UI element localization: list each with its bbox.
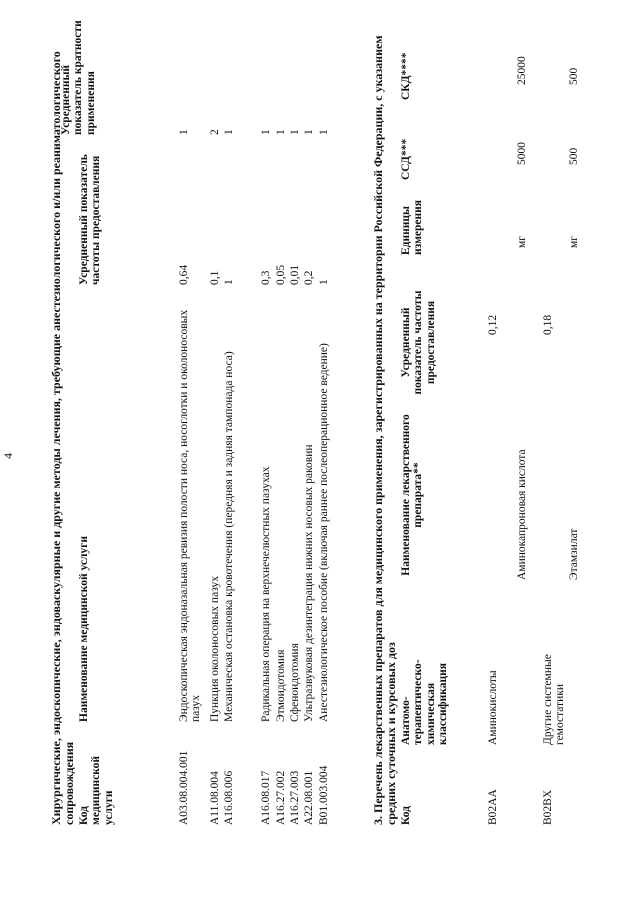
s3-header-atc: Анатомо-терапевтическо-химическая классификация xyxy=(400,659,450,745)
s1-row-frequency: 0,3 xyxy=(260,270,272,285)
s3-row-drug: Этамзилат xyxy=(568,528,580,580)
s1-row-code: B01.003.004 xyxy=(318,765,330,825)
s1-row-frequency: 1 xyxy=(318,279,330,285)
s1-row-frequency: 0,64 xyxy=(178,264,190,285)
s1-row-code: A22.08.001 xyxy=(303,770,315,825)
s3-header-drug: Наименование лекарственного препарата** xyxy=(400,414,425,576)
s1-row-multiplicity: 2 xyxy=(209,129,221,135)
s1-row-name: Ультразвуковая дезинтеграция нижних носовых раковин xyxy=(303,444,315,722)
s1-row-code: A16.08.006 xyxy=(223,770,235,825)
s3-row-skd: 25000 xyxy=(516,56,528,85)
s1-row-name: Радикальная операция на верхнечелюстных пазухах xyxy=(260,466,272,722)
s1-header-multiplicity: Усредненный показатель кратности применения xyxy=(60,20,97,135)
s1-row-frequency: 1 xyxy=(223,279,235,285)
s1-row-multiplicity: 1 xyxy=(289,129,301,135)
s3-row-atc: Другие системные гемостатики xyxy=(542,654,567,745)
section3-title: 3. Перечень лекарственных препаратов для медицинского применения, зарегистрированных на территории Российской Федерации, с указанием средних суточных и курсовых доз xyxy=(371,35,399,825)
s1-row-frequency: 0,05 xyxy=(275,264,287,285)
s1-header-name: Наименование медицинской услуги xyxy=(78,535,90,722)
s1-row-frequency: 0,01 xyxy=(289,264,301,285)
section1-title: Хирургические, эндоскопические, эндоваскулярные и другие методы лечения, требующие анестезиологического и/или реаниматологического сопровождения xyxy=(49,51,77,825)
s1-row-code: A16.08.017 xyxy=(260,770,272,825)
s3-header-frequency: Усредненный показатель частоты предоставления xyxy=(400,290,437,395)
s3-row-ssd: 5000 xyxy=(516,142,528,165)
s1-row-name: Пункция околоносовых пазух xyxy=(209,576,221,722)
s3-row-code: B02BX xyxy=(542,789,554,825)
s1-row-name: Сфеноидотомия xyxy=(289,643,301,722)
s3-row-frequency: 0,18 xyxy=(542,314,554,335)
s1-row-multiplicity: 1 xyxy=(260,129,272,135)
s3-header-ssd: ССД*** xyxy=(400,138,412,180)
s1-row-frequency: 0,1 xyxy=(209,270,221,285)
s1-row-multiplicity: 1 xyxy=(303,129,315,135)
s3-row-atc: Аминокислоты xyxy=(487,670,499,745)
s1-row-multiplicity: 1 xyxy=(275,129,287,135)
s1-row-code: A11.08.004 xyxy=(209,771,221,825)
s3-header-unit: Единицы измерения xyxy=(400,200,425,255)
s1-row-frequency: 0,2 xyxy=(303,270,315,285)
s1-row-multiplicity: 1 xyxy=(223,129,235,135)
s3-header-code: Код xyxy=(400,805,412,825)
s3-row-frequency: 0,12 xyxy=(487,314,499,335)
s1-row-multiplicity: 1 xyxy=(178,129,190,135)
s1-row-name: Анестезиологическое пособие (включая раннее послеоперационное ведение) xyxy=(318,343,330,722)
page-number: 4 xyxy=(1,453,15,459)
s1-row-name: Эндоскопическая эндоназальная ревизия полости носа, носоглотки и околоносовых пазух xyxy=(178,309,203,722)
s1-row-code: A16.27.003 xyxy=(289,770,301,825)
s1-row-code: A03.08.004.001 xyxy=(178,750,190,825)
s3-row-code: B02AA xyxy=(487,789,499,825)
s3-row-unit: мг xyxy=(516,236,528,248)
s1-header-frequency: Усредненный показатель частоты предоставления xyxy=(78,154,103,285)
s1-row-name: Механическая остановка кровотечения (передняя и задняя тампонада носа) xyxy=(223,351,235,722)
s1-header-code: Код медицинской услуги xyxy=(78,755,115,825)
s3-row-skd: 500 xyxy=(568,67,580,85)
s3-row-unit: мг xyxy=(568,236,580,248)
s1-row-multiplicity: 1 xyxy=(318,129,330,135)
s3-row-ssd: 500 xyxy=(568,147,580,165)
s1-row-name: Этмоидотомия xyxy=(275,649,287,722)
s3-header-skd: СКД**** xyxy=(400,52,412,100)
s1-row-code: A16.27.002 xyxy=(275,770,287,825)
s3-row-drug: Аминокапроновая кислота xyxy=(516,449,528,580)
